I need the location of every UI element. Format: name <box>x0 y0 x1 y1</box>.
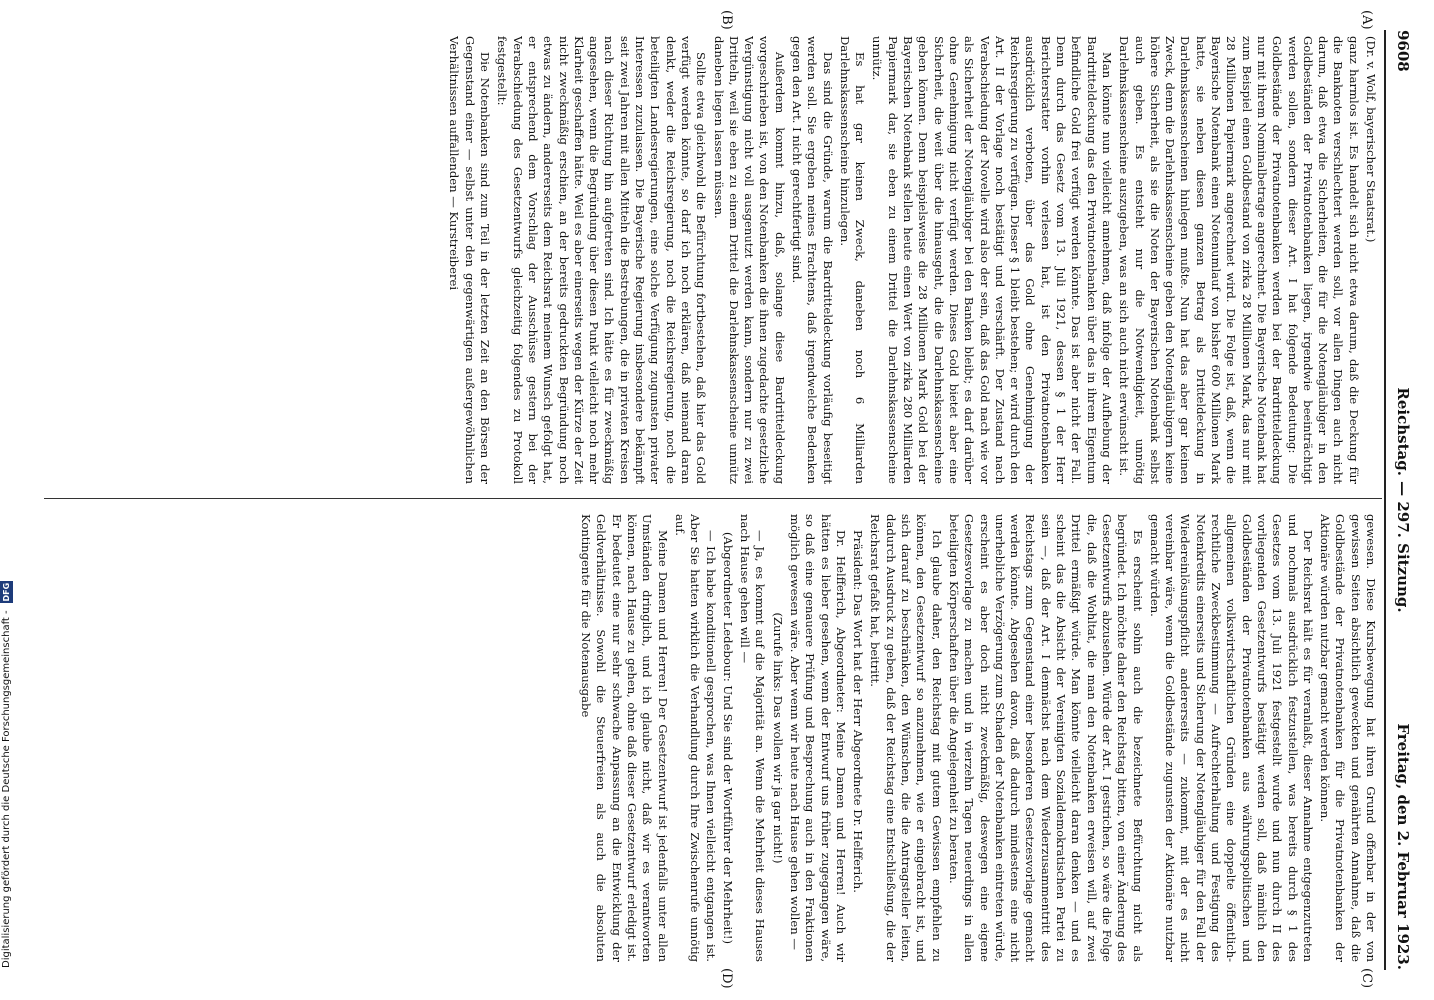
right-column <box>40 514 1378 962</box>
session-date: Freitag, den 2. Februar 1923. <box>1394 723 1412 970</box>
paragraph: Sollte etwa gleichwohl die Befürchtung fortbestehen, daß hier das Gold verfügt werden könnte, so darf ich noch erklären, daß niemand daran denkt, weder die Reichsregierung, noch die Reichsregierung, noch die beteiligten Landesregierungen, eine solche Verfügung zugunsten privater Interessen zuzulassen. Die Bayerische Regierung insbesondere bekämpft seit zwei Jahren mit allen Mitteln die Bestrebungen, die in privaten Kreisen nach dieser Richtung hin aufgetreten sind. Ich hätte es für zweckmäßig angesehen, wenn die Begründung über diesen Punkt vielleicht noch mehr Klarheit geschaffen hätte. Weil es aber einerseits wegen der Kürze der Zeit nicht zweckmäßig erschien, an der bereits gedruckten Begründung noch etwas zu ändern, andererseits dem Reichsrat meinem Wunsch gefolgt hat, er entsprechend dem Vorschlag der Ausschüsse gestern bei der Verabschiedung des Gesetzentwurfs gleichzeitig folgendes zu Protokoll festgestellt: <box>495 36 709 484</box>
paragraph: Der Reichsrat hält es für veranlaßt, dieser Annahme entgegenzutreten und nochmals ausdrücklich festzustellen, was bereits durch § 1 des Gesetzes vom 13. Juli 1921 festgestellt wurde und nun durch II des vorliegenden Gesetzentwurfs bestätigt werden soll, daß nämlich den Goldbeständen der Privatnotenbanken aus währungspolitischen und allgemeinen volkswirtschaftlichen Gründen eine doppelte öffentlich-rechtliche Zweckbestimmung — Aufrechterhaltung und Festigung des Notenkredits einerseits und Sicherung der Notengläubiger für den Fall der Wiedereinlösungspflicht andererseits — zukommt, mit der es nicht vereinbar wäre, wenn die Goldbestände zugunsten der Aktionäre nutzbar gemacht würden. <box>1147 514 1315 962</box>
left-column <box>40 36 1378 484</box>
page-number: 9608 <box>1394 30 1412 72</box>
paragraph: Ich glaube daher, den Reichstag mit gutem Gewissen empfehlen zu können, den Gesetzentwurf so anzunehmen, wie er eingebracht ist, und sich darauf zu beschränken, den Wünschen, die die Antragsteller leiten, dadurch Ausdruck zu geben, daß der Reichstag eine Entschließung, die der Reichsrat gefaßt hat, beitritt. <box>868 514 944 962</box>
paragraph: Man könnte nun vielleicht annehmen, daß infolge der Aufhebung der Bardritteldeckung das den Privatnotenbanken über das in ihrem Eigentum befindliche Gold frei verfügt werden könnte. Das ist aber nicht der Fall. Denn durch das Gesetz vom 13. Juli 1921, dessen § 1 der Herr Berichterstatter vorhin verlesen hat, ist den Privatnotenbanken ausdrücklich verboten, über das Gold ohne Genehmigung der Reichsregierung zu verfügen. Dieser § 1 bleibt bestehen; er wird durch den Art. II der Vorlage noch bestätigt und verschärft. Der Zustand nach Verabschiedung der Novelle wird also der sein, daß das Gold nach wie vor als Sicherheit der Notengläubiger bei den Banken bleibt; es darf darüber ohne Genehmigung nicht verfügt werden. Dieses Gold bietet aber eine Sicherheit, die weit über die hinausgeht, die die Darlehnskassenscheine geben können. Denn beispielsweise die 28 Millionen Mark Gold bei der Bayerischen Notenbank stellen heute einen Wert von zirka 280 Milliarden Papiermark dar, sie eben zu einem Drittel die Darlehnskassenscheine unnütz. <box>870 36 1114 484</box>
paragraph: — Ich habe konditionell gesprochen, was Ihnen vielleicht entgangen ist. Aber Sie hatten wirklich die Verhandlung durch Ihre Zwischenrufe unnötig auf. <box>672 514 718 962</box>
margin-marker-d: (D) <box>719 968 734 989</box>
paragraph: Die Notenbanken sind zum Teil in der letzten Zeit an den Börsen der Gegenstand einer — selbst unter den gegenwärtigen außergewöhnlichen Verhältnissen auffallenden — Kurstreiberei <box>447 36 493 484</box>
paragraph: (Abgeordneter Ledebour: Und Sie sind der Wortführer der Mehrheit!) <box>720 531 735 945</box>
paragraph: — Ja, es kommt auf die Majorität an. Wenn die Mehrheit dieses Hauses nach Hause gehen will — <box>738 514 768 962</box>
paragraph: Meine Damen und Herren! Der Gesetzentwurf ist jedenfalls unter allen Umständen dringlich, und ich glaube nicht, daß wir es verantworten können, nach Hause zu gehen, ohne daß dieser Gesetzentwurf erledigt ist. Er bedeutet eine nur sehr schwache Anpassung an die Entwicklung der Geldverhältnisse. Sowohl die Steuerfreien als auch die absoluten Kontingente für die Notenausgabe <box>579 514 670 962</box>
margin-marker-a: (A) <box>1359 10 1374 30</box>
dfg-logo: DFG <box>2 582 11 602</box>
paragraph: (Zurufe links: Das wollen wir ja gar nicht!) <box>770 612 785 864</box>
credit-text: Digitalisierung gefördert durch die Deutsche Forschungsgemeinschaft - <box>1 610 12 968</box>
paragraph: (Dr. v. Wolf, bayerischer Staatsrat.) <box>1364 36 1378 243</box>
header-rule <box>1384 30 1386 970</box>
paragraph: Das sind die Gründe, warum die Bardritteldeckung vorläufig beseitigt werden soll. Sie ergeben meines Erachtens, daß irgendwelche Bedenken gegen den Art. I nicht gerechtfertigt sind. <box>790 36 835 484</box>
paragraph: Es erscheint sohin auch die bezeichnete Befürchtung nicht als begründet. Ich möchte daher den Reichstag bitten, von einer Änderung des Gesetzentwurfs abzusehen. Würde der Art. I gestrichen, so wäre die Folge die, daß die Wohltat, die man den Notenbanken erweisen will, auf zwei Drittel ermäßigt würde. Man könnte vielleicht daran denken — und es scheint das die Absicht der Vereinigten Sozialdemokratischen Partei zu sein —, daß der Art. I demnächst nach dem Wiederzusammentritt des Reichstags zum Gegenstand einer besonderen Gesetzesvorlage gemacht werden könnte. Abgesehen davon, daß dadurch mindestens eine nicht unerhebliche Verzögerung zum Schaden der Notenbanken eintreten würde, erscheint es aber doch nicht zweckmäßig, deswegen eine eigene Gesetzesvorlage zu machen und in vierzehn Tagen neuerdings in allen beteiligten Körperschaften über die Angelegenheit zu beraten. <box>946 514 1145 962</box>
margin-marker-c: (C) <box>1359 968 1374 989</box>
paragraph: gewesen. Diese Kursbewegung hat ihren Grund offenbar in der von gewissen Seiten absichtlich geweckten und genährten Annahme, daß die Goldbestände der Privatnotenbanken für die Privatnotenbanken der Aktionäre würden nutzbar gemacht werden können. <box>1318 514 1378 962</box>
paragraph: Dr. Helfferich, Abgeordneter: Meine Damen und Herren! Auch wir hätten es lieber gesehen, wenn der Entwurf uns früher zugegangen wäre, so daß eine genauere Prüfung und Besprechung auch in den Fraktionen möglich gewesen wäre. Aber wenn wir heute nach Hause gehen wollen — <box>788 514 848 962</box>
margin-marker-b: (B) <box>719 10 734 30</box>
digitization-credit <box>0 581 16 968</box>
paragraph: Außerdem kommt hinzu, daß, solange diese Bardritteldeckung vorgeschrieben ist, von den Notenbanken die ihnen zugedachte gesetzliche Vergünstigung nicht voll ausgenutzt werden kann, sondern nur zu zwei Dritteln, weil sie eben zu einem Drittel die Darlehnskassenscheine unnütz daneben liegen lassen müssen. <box>711 36 787 484</box>
column-divider <box>44 498 1382 499</box>
session-title: Reichstag. — 297. Sitzung. <box>1394 387 1412 613</box>
paragraph: Es hat gar keinen Zweck, daneben noch 6 Milliarden Darlehnskassenscheine hinzulegen. <box>837 36 868 484</box>
page-header <box>1386 30 1412 970</box>
paragraph: ganz harmlos ist. Es handelt sich nicht etwa darum, daß die Deckung für die Banknoten verschlechtert werden soll, vor allen Dingen auch nicht darum, daß etwa die Sicherheiten, die für die Notengläubiger in den Goldbeständen der Privatnotenbanken liegen, irgendwie beeinträchtigt werden sollen, sondern dieser Art. I hat folgende Bedeutung: Die Goldbestände der Privatnotenbanken werden bei der Bardritteldeckung nur mit ihrem Nominalbetrage angerechnet. Die Bayerische Notenbank hat zum Beispiel einen Goldbestand von zirka 28 Millionen Mark, das nur mit 28 Millionen Papiermark angerechnet wird. Die Folge ist, daß, wenn die Bayerische Notenbank einen Notenumlauf von bisher 600 Millionen Mark hatte, sie neben diesen ganzen Betrag als Dritteldeckung in Darlehnskassenscheinen hinlegen mußte. Nun hat das aber gar keinen Zweck, denn die Darlehnskassenscheine geben den Notengläubigern keine höhere Sicherheit, als sie die Noten der Bayerischen Notenbank selbst auch geben. Es entsteht nur die Notwendigkeit, unnötig Darlehnskassenscheine auszugeben, was an sich auch nicht erwünscht ist. <box>1117 36 1361 484</box>
paragraph: Präsident: Das Wort hat der Herr Abgeordnete Dr. Helfferich. <box>851 530 866 893</box>
